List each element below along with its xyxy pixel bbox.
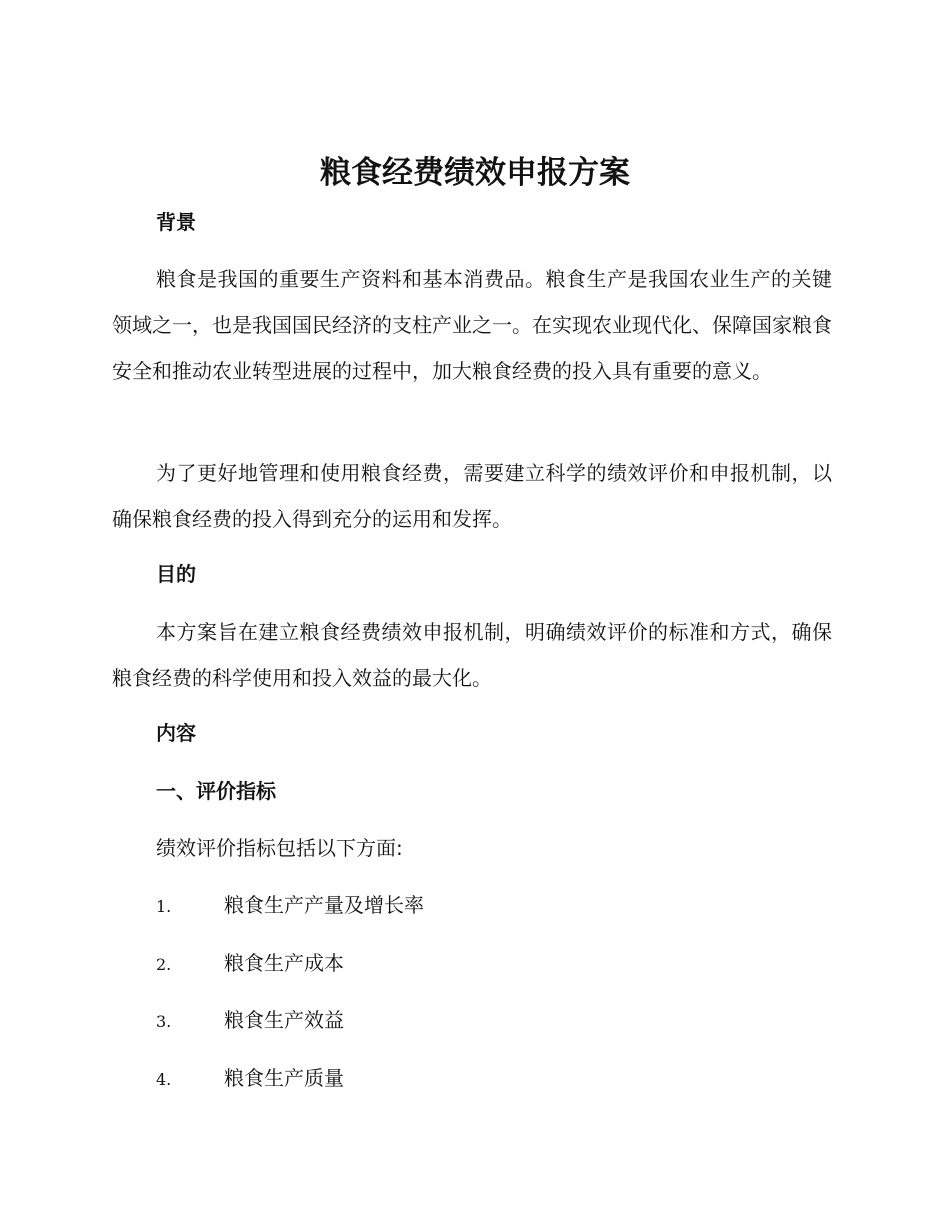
list-item <box>156 1063 344 1095</box>
list-item <box>156 1005 344 1037</box>
list-item <box>156 890 424 922</box>
section-heading-content: 内容 <box>156 721 196 745</box>
section-heading-purpose: 目的 <box>156 562 196 586</box>
document-title: 粮食经费绩效申报方案 <box>320 155 630 191</box>
section-heading-background: 背景 <box>156 210 196 234</box>
list-item-text: 粮食生产效益 <box>224 1008 344 1032</box>
list-item-number: 4. <box>156 1070 172 1089</box>
list-item-number: 3. <box>156 1012 172 1031</box>
list-item <box>156 948 344 980</box>
background-paragraph-2: 为了更好地管理和使用粮食经费，需要建立科学的绩效评价和申报机制，以确保粮食经费的投入得到充分的运用和发挥。 <box>112 461 832 531</box>
subsection-heading-indicators: 一、评价指标 <box>156 779 276 803</box>
list-item-text: 粮食生产质量 <box>224 1066 344 1090</box>
list-item-number: 2. <box>156 955 172 974</box>
indicators-intro: 绩效评价指标包括以下方面: <box>156 836 403 860</box>
list-item-text: 粮食生产产量及增长率 <box>224 893 424 917</box>
list-item-number: 1. <box>156 897 172 916</box>
background-paragraph-1: 粮食是我国的重要生产资料和基本消费品。粮食生产是我国农业生产的关键领域之一，也是我国国民经济的支柱产业之一。在实现农业现代化、保障国家粮食安全和推动农业转型进展的过程中，加大粮食经费的投入具有重要的意义。 <box>112 267 832 383</box>
purpose-paragraph: 本方案旨在建立粮食经费绩效申报机制，明确绩效评价的标准和方式，确保粮食经费的科学使用和投入效益的最大化。 <box>112 620 832 690</box>
list-item-text: 粮食生产成本 <box>224 951 344 975</box>
